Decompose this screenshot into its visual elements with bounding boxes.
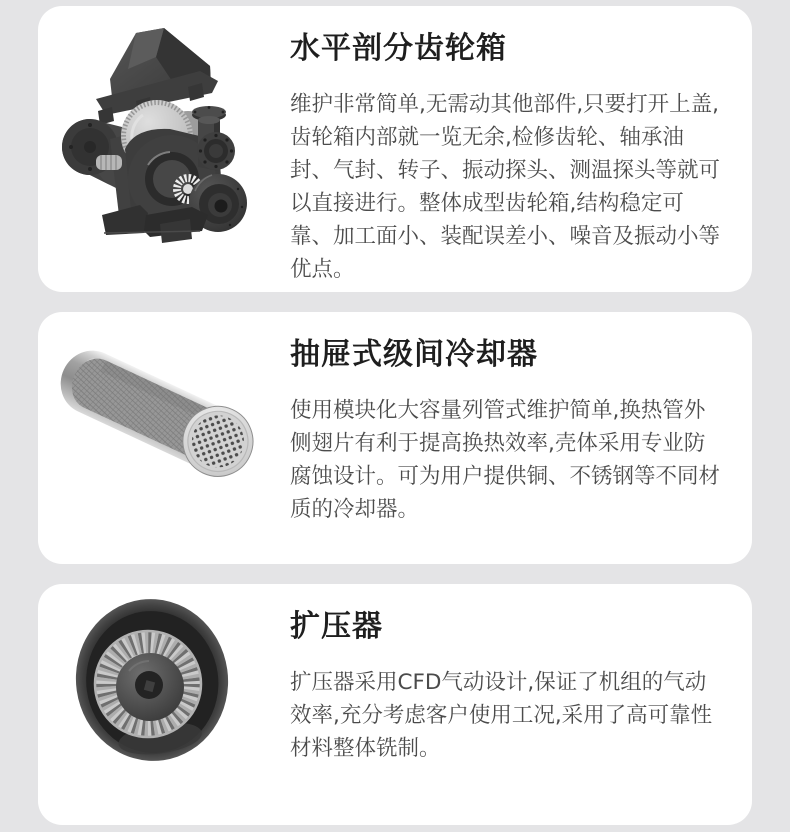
product-card-gearbox [38,6,752,292]
gearbox-side-flange [197,132,235,170]
diffuser-title: 扩压器 [290,609,383,644]
intercooler-title: 抽屉式级间冷却器 [290,337,538,372]
gearbox-shaft-coupling [96,155,122,170]
tube-bundle-cooler-image [40,330,280,530]
diffuser-impeller-image [45,589,255,774]
gearbox-description: 维护非常简单,无需动其他部件,只要打开上盖,齿轮箱内部就一览无余,检修齿轮、轴承油封、气封、转子、振动探头、测温探头等就可以直接进行。整体成型齿轮箱,结构稳定可靠、加工面小、装配误差小、噪音及振动小等优点。 [290,92,721,282]
product-card-intercooler [38,312,752,564]
product-card-diffuser [38,584,752,825]
gearbox-title: 水平剖分齿轮箱 [290,31,507,66]
diffuser-image-column [38,610,290,774]
diffuser-hub [116,653,184,721]
intercooler-image-column [38,338,290,530]
gearbox-image-column [38,32,290,269]
diffuser-description: 扩压器采用CFD气动设计,保证了机组的气动效率,充分考虑客户使用工况,采用了高可靠性材料整体铣制。 [290,670,713,761]
intercooler-description: 使用模块化大容量列管式维护简单,换热管外侧翅片有利于提高换热效率,壳体采用专业防腐蚀设计。可为用户提供铜、不锈钢等不同材质的冷却器。 [290,398,721,522]
exploded-gearbox-image [40,19,280,269]
cooler-cylinder [49,338,264,488]
